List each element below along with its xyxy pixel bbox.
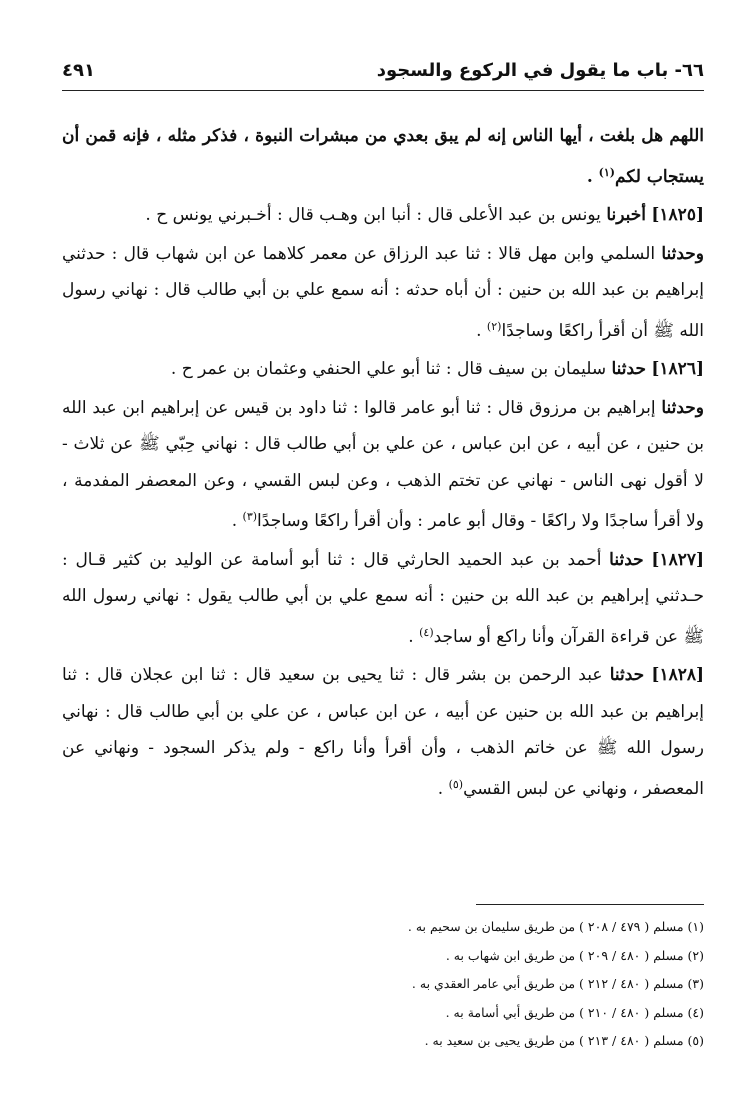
footnote-2: (٢) مسلم ( ٤٨٠ / ٢٠٩ ) من طريق ابن شهاب به . bbox=[445, 947, 704, 963]
narration-verb: وحدثنا bbox=[661, 243, 704, 264]
header-divider bbox=[62, 90, 704, 91]
hadith-tail: . bbox=[231, 511, 243, 531]
hadith-1826-chain-2 bbox=[62, 390, 704, 540]
chapter-title: ٦٦- باب ما يقول في الركوع والسجود bbox=[376, 60, 704, 81]
hadith-text: إبراهيم بن مرزوق قال : ثنا أبو عامر قالوا : ثنا داود بن قيس عن إبراهيم ابن عبد الله بن حنين ، عن أبيه ، عن ابن عباس ، عن علي بن أبي طالب قال : نهاني حِبّي ﷺ عن ثلاث - لا أقول نهى الناس - نهاني عن تختم الذهب ، وعن لبس القسي ، وعن المعصفر المفدمة ، ولا أقرأ ساجدًا ولا راكعًا - وقال أبو عامر : وأن أقرأ راكعًا وساجدًا bbox=[62, 397, 704, 531]
hadith-text: يونس بن عبد الأعلى قال : أنبا ابن وهـب قال : أخـبرني يونس ح . bbox=[145, 205, 607, 225]
footnote-5: (٥) مسلم ( ٤٨٠ / ٢١٣ ) من طريق يحيى بن سعيد به . bbox=[424, 1033, 704, 1048]
hadith-tail: . bbox=[476, 320, 487, 341]
hadith-text: عبد الرحمن بن بشر قال : ثنا يحيى بن سعيد قال : ثنا ابن عجلان قال : ثنا إبراهيم بن عبد الله بن حنين عن أبيه ، عن ابن عباس ، عن علي بن أبي طالب قال : نهاني رسول الله ﷺ عن خاتم الذهب ، وأن أقرأ وأنا راكع - ولم يذكر السجود - ونهاني عن المعصفر ، ونهاني عن لبس القسي bbox=[62, 665, 704, 799]
narration-verb: حدثنا bbox=[609, 665, 645, 685]
hadith-text: السلمي وابن مهل قالا : ثنا عبد الرزاق عن معمر كلاهما عن ابن شهاب قال : حدثني إبراهيم بن عبد الله بن حنين : أن أباه حدثه : أنه سمع علي بن أبي طالب قال : نهاني رسول الله ﷺ أن أقرأ راكعًا وساجدًا bbox=[62, 243, 704, 341]
hadith-text: سليمان بن سيف قال : ثنا أبو علي الحنفي وعثمان بن عمر ح . bbox=[170, 359, 612, 379]
narration-verb: حدثنا bbox=[611, 359, 646, 379]
hadith-1825 bbox=[62, 197, 704, 234]
hadith-1826 bbox=[62, 351, 704, 388]
narration-verb: وحدثنا bbox=[661, 397, 704, 418]
hadith-tail: . bbox=[408, 626, 420, 647]
page-header bbox=[62, 58, 704, 88]
hadith-1827 bbox=[62, 542, 704, 656]
footnotes bbox=[62, 913, 704, 1056]
footnote-4: (٤) مسلم ( ٤٨٠ / ٢١٠ ) من طريق أبي أسامة به . bbox=[445, 1004, 704, 1020]
footnote-ref-5: (٥) bbox=[448, 777, 464, 791]
narration-verb: أخبرنا bbox=[606, 205, 646, 225]
hadith-1825-chain-2 bbox=[62, 236, 704, 350]
footnote-ref-4: (٤) bbox=[419, 625, 434, 639]
hadith-1828 bbox=[62, 657, 704, 807]
hadith-number: [١٨٢٦] bbox=[651, 359, 704, 379]
hadith-text: أحمد بن عبد الحميد الحارثي قال : ثنا أبو أسامة عن الوليد بن كثير قـال : حـدثني إبراهيم بن عبد الله بن حنين : أنه سمع علي بن أبي طالب يقول : نهاني رسول الله ﷺ عن قراءة القرآن وأنا راكع أو ساجد bbox=[62, 549, 704, 647]
continuation-paragraph bbox=[62, 118, 704, 195]
continuation-text: اللهم هل بلغت ، أيها الناس إنه لم يبق بعدي من مبشرات النبوة ، فذكر مثله ، فإنه قمن أن يستجاب لكم bbox=[62, 126, 704, 187]
footnote-ref-3: (٣) bbox=[242, 510, 258, 523]
hadith-number: [١٨٢٥] bbox=[651, 205, 704, 225]
footnote-divider bbox=[476, 904, 704, 905]
footnote-ref-1: (١) bbox=[598, 165, 616, 179]
footnote-ref-2: (٢) bbox=[486, 319, 502, 333]
narration-verb: حدثنا bbox=[609, 549, 644, 570]
hadith-tail: . bbox=[437, 778, 449, 799]
footnote-3: (٣) مسلم ( ٤٨٠ / ٢١٢ ) من طريق أبي عامر العقدي به . bbox=[411, 976, 704, 991]
continuation-tail: . bbox=[586, 166, 599, 187]
footnote-1: (١) مسلم ( ٤٧٩ / ٢٠٨ ) من طريق سليمان بن سحيم به . bbox=[407, 919, 704, 934]
main-text bbox=[62, 118, 704, 807]
hadith-number: [١٨٢٧] bbox=[651, 549, 705, 570]
hadith-number: [١٨٢٨] bbox=[651, 665, 705, 685]
page-number: ٤٩١ bbox=[62, 60, 95, 81]
